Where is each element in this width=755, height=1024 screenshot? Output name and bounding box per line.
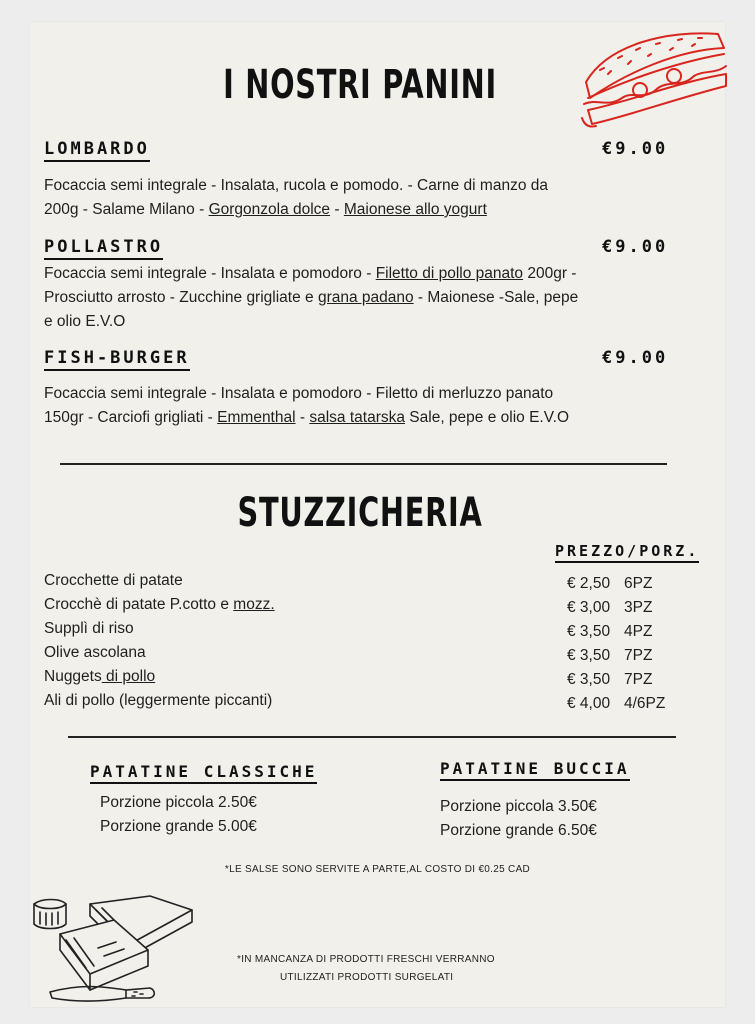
- title-stuzzicheria: STUZZICHERIA: [237, 490, 483, 536]
- sandwich-illustration: [578, 24, 728, 134]
- description-segment: Maionese allo yogurt: [343, 201, 487, 218]
- item-name-segment: di pollo: [101, 668, 156, 685]
- item-name-segment: Nuggets: [44, 668, 102, 685]
- item-name-segment: Crocchè di patate P.cotto e: [44, 596, 234, 613]
- stuzzicheria-item-qty: 3PZ: [624, 599, 653, 616]
- panino-name: POLLASTRO: [44, 237, 163, 260]
- fries-classic-title: PATATINE CLASSICHE: [90, 762, 317, 784]
- panino-description: [44, 174, 584, 222]
- description-segment: Gorgonzola dolce: [208, 201, 331, 218]
- stuzzicheria-item-name: [44, 596, 275, 614]
- stuzzicheria-item-name: Olive ascolana: [44, 644, 146, 661]
- stuzzicheria-item-name: Crocchette di patate: [44, 572, 183, 589]
- stuzzicheria-item-qty: 7PZ: [624, 671, 653, 688]
- fries-peel-small: Porzione piccola 3.50€: [440, 798, 597, 815]
- menu-page: [30, 22, 725, 1007]
- stuzzicheria-item-qty: 4PZ: [624, 623, 653, 640]
- fries-peel-title: PATATINE BUCCIA: [440, 759, 630, 781]
- stuzzicheria-item-name: Ali di pollo (leggermente piccanti): [44, 692, 273, 709]
- description-segment: Emmenthal: [217, 409, 296, 426]
- stuzzicheria-item-name: [44, 668, 155, 686]
- description-segment: -: [330, 201, 344, 218]
- divider-2: [68, 736, 676, 738]
- panino-price: €9.00: [602, 237, 669, 257]
- stuzzicheria-item-price: € 4,00: [567, 695, 611, 712]
- stuzzicheria-item-price: € 3,50: [567, 623, 611, 640]
- stuzzicheria-item-price: € 2,50: [567, 575, 611, 592]
- description-segment: 200gr - Prosciutto arrosto - Zucchine grigliate e: [44, 265, 577, 306]
- panino-price: €9.00: [602, 139, 669, 159]
- description-segment: - Maionese -Sale, pepe e olio E.V.O: [44, 289, 579, 330]
- stuzzicheria-item-price: € 3,50: [567, 647, 611, 664]
- panino-description: [44, 382, 584, 430]
- description-segment: Sale, pepe e olio E.V.O: [404, 409, 569, 426]
- note-sauces: *LE SALSE SONO SERVITE A PARTE,AL COSTO DI €0.25 CAD: [224, 864, 531, 875]
- panino-name: FISH-BURGER: [44, 348, 190, 371]
- divider-1: [60, 463, 667, 465]
- description-segment: Filetto di pollo panato: [375, 265, 524, 282]
- fries-peel-large: Porzione grande 6.50€: [440, 822, 597, 839]
- title-panini: I NOSTRI PANINI: [223, 62, 497, 108]
- description-segment: -: [295, 409, 310, 426]
- stuzzicheria-item-name: Supplì di riso: [44, 620, 134, 637]
- fries-classic-small: Porzione piccola 2.50€: [100, 794, 257, 811]
- price-header: PREZZO/PORZ.: [555, 542, 699, 563]
- panino-description: [44, 262, 584, 334]
- stuzzicheria-item-price: € 3,00: [567, 599, 611, 616]
- panino-name: LOMBARDO: [44, 139, 150, 162]
- panino-price: €9.00: [602, 348, 669, 368]
- stuzzicheria-item-price: € 3,50: [567, 671, 611, 688]
- description-segment: Focaccia semi integrale - Insalata e pomodoro -: [44, 265, 376, 282]
- stuzzicheria-item-qty: 4/6PZ: [624, 695, 666, 712]
- description-segment: Focaccia semi integrale - Insalata e pomodoro - Filetto di merluzzo panato 150gr - Carciofi grigliati -: [44, 385, 554, 426]
- item-name-segment: mozz.: [233, 596, 275, 613]
- fries-classic-large: Porzione grande 5.00€: [100, 818, 257, 835]
- description-segment: Focaccia semi integrale - Insalata, rucola e pomodo. - Carne di manzo da 200g - Salame Milano -: [44, 177, 548, 218]
- description-segment: grana padano: [317, 289, 414, 306]
- stuzzicheria-item-qty: 7PZ: [624, 647, 653, 664]
- stuzzicheria-item-qty: 6PZ: [624, 575, 653, 592]
- description-segment: salsa tatarska: [309, 409, 405, 426]
- sandwich-slices-illustration: [30, 894, 200, 1006]
- note-frozen-1: *IN MANCANZA DI PRODOTTI FRESCHI VERRANNO: [237, 954, 495, 965]
- note-frozen-2: UTILIZZATI PRODOTTI SURGELATI: [280, 972, 454, 983]
